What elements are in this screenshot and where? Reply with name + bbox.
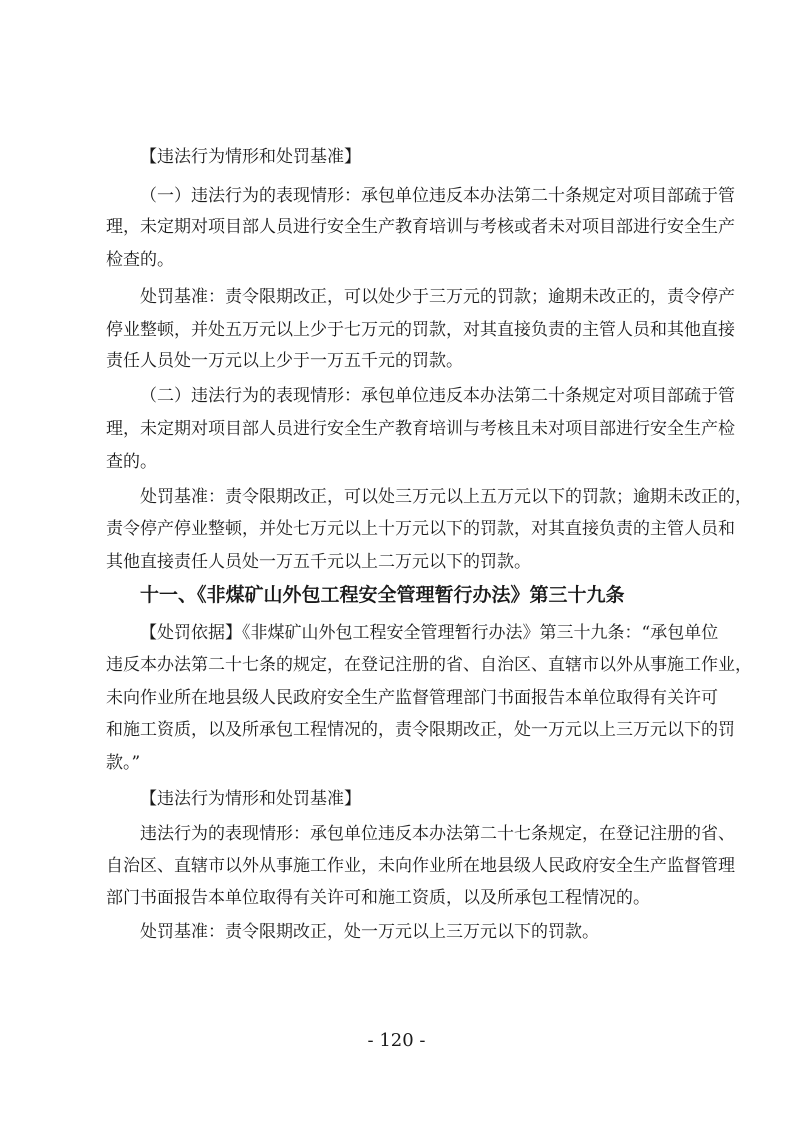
paragraph-line: 理，未定期对项目部人员进行安全生产教育培训与考核或者未对项目部进行安全生产	[106, 217, 735, 237]
paragraph-line: 停业整顿，并处五万元以上少于七万元的罚款，对其直接负责的主管人员和其他直接	[106, 320, 735, 340]
paragraph-line: 处罚基准：责令限期改正，可以处少于三万元的罚款；逾期未改正的，责令停产	[140, 287, 735, 307]
paragraph-line: （二）违法行为的表现情形：承包单位违反本办法第二十条规定对项目部疏于管	[140, 386, 735, 406]
paragraph-line: 检查的。	[106, 250, 174, 270]
paragraph-line: 违反本办法第二十七条的规定，在登记注册的省、自治区、直辖市以外从事施工作业，	[106, 655, 752, 675]
paragraph-line: （一）违法行为的表现情形：承包单位违反本办法第二十条规定对项目部疏于管	[140, 186, 735, 206]
paragraph-line: 违法行为的表现情形：承包单位违反本办法第二十七条规定，在登记注册的省、	[140, 824, 735, 844]
page-number: - 120 -	[367, 1030, 426, 1051]
paragraph-line: 未向作业所在地县级人民政府安全生产监督管理部门书面报告本单位取得有关许可	[106, 688, 718, 708]
paragraph-line: 部门书面报告本单位取得有关许可和施工资质，以及所承包工程情况的。	[106, 888, 650, 908]
paragraph-line: 款。”	[106, 753, 141, 773]
paragraph-line: 责任人员处一万元以上少于一万五千元的罚款。	[106, 351, 463, 371]
paragraph-line: 自治区、直辖市以外从事施工作业，未向作业所在地县级人民政府安全生产监督管理	[106, 856, 735, 876]
section-label: 【违法行为情形和处罚基准】	[140, 147, 361, 167]
paragraph-line: 其他直接责任人员处一万五千元以上二万元以下的罚款。	[106, 552, 531, 572]
paragraph-line: 处罚基准：责令限期改正，处一万元以上三万元以下的罚款。	[140, 922, 599, 942]
paragraph-line: 和施工资质，以及所承包工程情况的，责令限期改正，处一万元以上三万元以下的罚	[106, 720, 735, 740]
paragraph-line: 查的。	[106, 452, 157, 472]
paragraph-line: 【处罚依据】《非煤矿山外包工程安全管理暂行办法》第三十九条：“承包单位	[140, 623, 719, 643]
paragraph-line: 责令停产停业整顿，并处七万元以上十万元以下的罚款，对其直接负责的主管人员和	[106, 519, 735, 539]
paragraph-line: 处罚基准：责令限期改正，可以处三万元以上五万元以下的罚款；逾期未改正的，	[140, 487, 752, 507]
section-heading: 十一、《非煤矿山外包工程安全管理暂行办法》第三十九条	[140, 584, 625, 606]
paragraph-line: 理，未定期对项目部人员进行安全生产教育培训与考核且未对项目部进行安全生产检	[106, 419, 735, 439]
section-label: 【违法行为情形和处罚基准】	[140, 789, 361, 809]
